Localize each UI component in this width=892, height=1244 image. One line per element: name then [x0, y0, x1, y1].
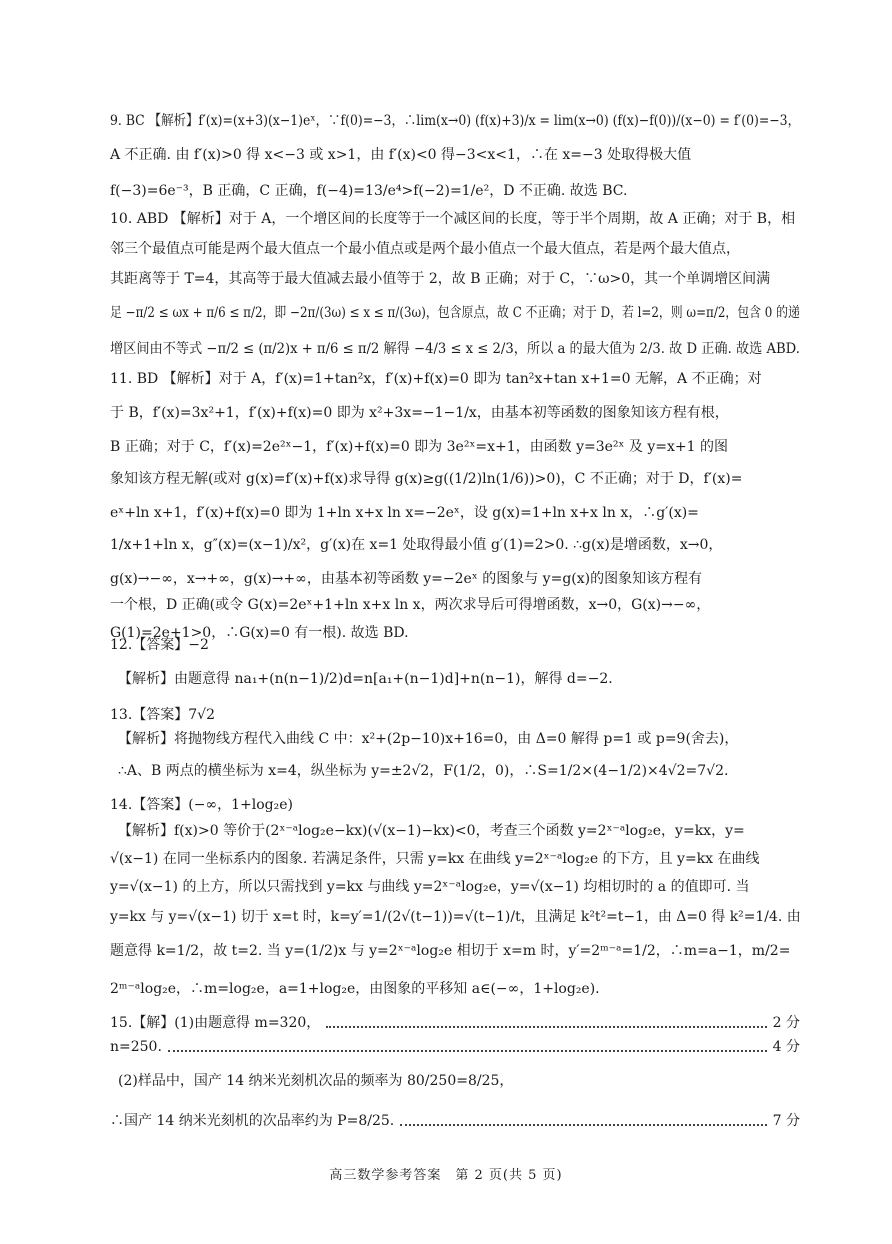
q15-row-1 — [110, 1014, 800, 1032]
q10-line-2: 邻三个最值点可能是两个最大值点一个最小值点或是两个最小值点一个最大值点，若是两个最大值点， — [110, 241, 740, 257]
q14-line-2: √(x−1) 在同一坐标系内的图象. 若满足条件，只需 y=kx 在曲线 y=2ˣ⁻ᵃlog₂e 的下方，且 y=kx 在曲线 — [110, 851, 760, 867]
q9-line-2: A 不正确. 由 f′(x)>0 得 x<−3 或 x>1，由 f′(x)<0 得−3<x<1，∴在 x=−3 处取得极大值 — [110, 147, 692, 163]
q15-row-4-text: ∴国产 14 纳米光刻机的次品率约为 P=8/25. — [110, 1113, 395, 1129]
q15-row-4 — [110, 1112, 800, 1130]
q12-answer: 12.【答案】−2 — [110, 637, 209, 653]
dot-leader — [400, 1124, 766, 1126]
q15-row-2-text: n=250. — [110, 1039, 162, 1055]
q14-line-1: 【解析】f(x)>0 等价于(2ˣ⁻ᵃlog₂e−kx)(√(x−1)−kx)<0，考查三个函数 y=2ˣ⁻ᵃlog₂e，y=kx，y= — [118, 823, 745, 839]
q9-line-3: f(−3)=6e⁻³，B 正确，C 正确，f(−4)=13/e⁴>f(−2)=1/e²，D 不正确. 故选 BC. — [110, 183, 628, 199]
q15-row-2 — [110, 1038, 800, 1056]
q10-line-5: 增区间由不等式 −π/2 ≤ (π/2)x + π/6 ≤ π/2 解得 −4/3 ≤ x ≤ 2/3，所以 a 的最大值为 2/3. 故 D 正确. 故选 ABD. — [110, 341, 800, 357]
q9-line-1: 9. BC 【解析】f′(x)=(x+3)(x−1)eˣ，∵f(0)=−3，∴lim(x→0) (f(x)+3)/x = lim(x→0) (f(x)−f(0))/(x−0) = f′(0)=−3， — [110, 113, 801, 129]
q14-line-6: 2ᵐ⁻ᵃlog₂e，∴m=log₂e，a=1+log₂e，由图象的平移知 a∈(−∞，1+log₂e). — [110, 981, 600, 997]
dot-leader — [168, 1050, 767, 1052]
q11-line-5: eˣ+ln x+1，f′(x)+f(x)=0 即为 1+ln x+x ln x=−2eˣ，设 g(x)=1+ln x+x ln x，∴g′(x)= — [110, 505, 699, 521]
q13-answer: 13.【答案】7√2 — [110, 707, 215, 723]
q14-line-5: 题意得 k=1/2，故 t=2. 当 y=(1/2)x 与 y=2ˣ⁻ᵃlog₂e 相切于 x=m 时，y′=2ᵐ⁻ᵃ=1/2，∴m=a−1，m/2= — [110, 943, 791, 959]
q15-row-4-score: 7 分 — [772, 1113, 800, 1129]
q11-line-1: 11. BD 【解析】对于 A，f′(x)=1+tan²x，f′(x)+f(x)=0 即为 tan²x+tan x+1=0 无解，A 不正确；对 — [110, 371, 762, 387]
q10-line-3: 其距离等于 T=4，其高等于最大值减去最小值等于 2，故 B 正确；对于 C，∵ω>0，其一个单调增区间满 — [110, 271, 771, 287]
q15-row-3: (2)样品中，国产 14 纳米光刻机次品的频率为 80/250=8/25， — [118, 1073, 514, 1089]
q13-line-1: 【解析】将抛物线方程代入曲线 C 中：x²+(2p−10)x+16=0，由 Δ=0 解得 p=1 或 p=9(舍去)， — [118, 731, 739, 747]
q10-line-1: 10. ABD 【解析】对于 A，一个增区间的长度等于一个减区间的长度，等于半个周期，故 A 正确；对于 B，相 — [110, 211, 796, 227]
q14-line-4: y=kx 与 y=√(x−1) 切于 x=t 时，k=y′=1/(2√(t−1))=√(t−1)/t，且满足 k²t²=t−1，由 Δ=0 得 k²=1/4. 由 — [110, 909, 801, 925]
q15-row-1-score: 2 分 — [772, 1015, 800, 1031]
q13-line-2: ∴A、B 两点的横坐标为 x=4，纵坐标为 y=±2√2，F(1/2，0)，∴S=1/2×(4−1/2)×4√2=7√2. — [118, 763, 729, 779]
q11-line-9: G(1)=2e+1>0，∴G(x)=0 有一根). 故选 BD. — [110, 625, 409, 641]
q15-row-1-text: 15.【解】(1)由题意得 m=320， — [110, 1015, 321, 1031]
q11-line-3: B 正确；对于 C，f′(x)=2e²ˣ−1，f′(x)+f(x)=0 即为 3e²ˣ=x+1，由函数 y=3e²ˣ 及 y=x+1 的图 — [110, 439, 728, 455]
dot-leader — [326, 1026, 766, 1028]
q12-analysis: 【解析】由题意得 na₁+(n(n−1)/2)d=n[a₁+(n−1)d]+n(n−1)，解得 d=−2. — [118, 671, 613, 687]
q10-line-4: 足 −π/2 ≤ ωx + π/6 ≤ π/2，即 −2π/(3ω) ≤ x ≤ π/(3ω)，包含原点，故 C 不正确；对于 D，若 l=2，则 ω=π/2，包含 0 的递 — [110, 305, 800, 321]
page-footer: 高三数学参考答案 第 2 页(共 5 页) — [329, 1168, 563, 1183]
q14-line-3: y=√(x−1) 的上方，所以只需找到 y=kx 与曲线 y=2ˣ⁻ᵃlog₂e，y=√(x−1) 均相切时的 a 的值即可. 当 — [110, 879, 750, 895]
q11-line-8: 一个根，D 正确(或令 G(x)=2eˣ+1+ln x+x ln x，两次求导后可得增函数，x→0，G(x)→−∞， — [110, 597, 711, 613]
q14-answer: 14.【答案】(−∞，1+log₂e) — [110, 797, 293, 813]
q11-line-7: g(x)→−∞，x→+∞，g(x)→+∞，由基本初等函数 y=−2eˣ 的图象与 y=g(x)的图象知该方程有 — [110, 571, 703, 587]
q15-row-2-score: 4 分 — [772, 1039, 800, 1055]
q11-line-4: 象知该方程无解(或对 g(x)=f′(x)+f(x)求导得 g(x)≥g((1/2)ln(1/6))>0)，C 不正确；对于 D，f′(x)= — [110, 471, 743, 487]
q11-line-6: 1/x+1+ln x，g″(x)=(x−1)/x²，g′(x)在 x=1 处取得最小值 g′(1)=2>0. ∴g(x)是增函数，x→0， — [110, 537, 723, 553]
q11-line-2: 于 B，f′(x)=3x²+1，f′(x)+f(x)=0 即为 x²+3x=−1−1/x，由基本初等函数的图象知该方程有根， — [110, 405, 729, 421]
